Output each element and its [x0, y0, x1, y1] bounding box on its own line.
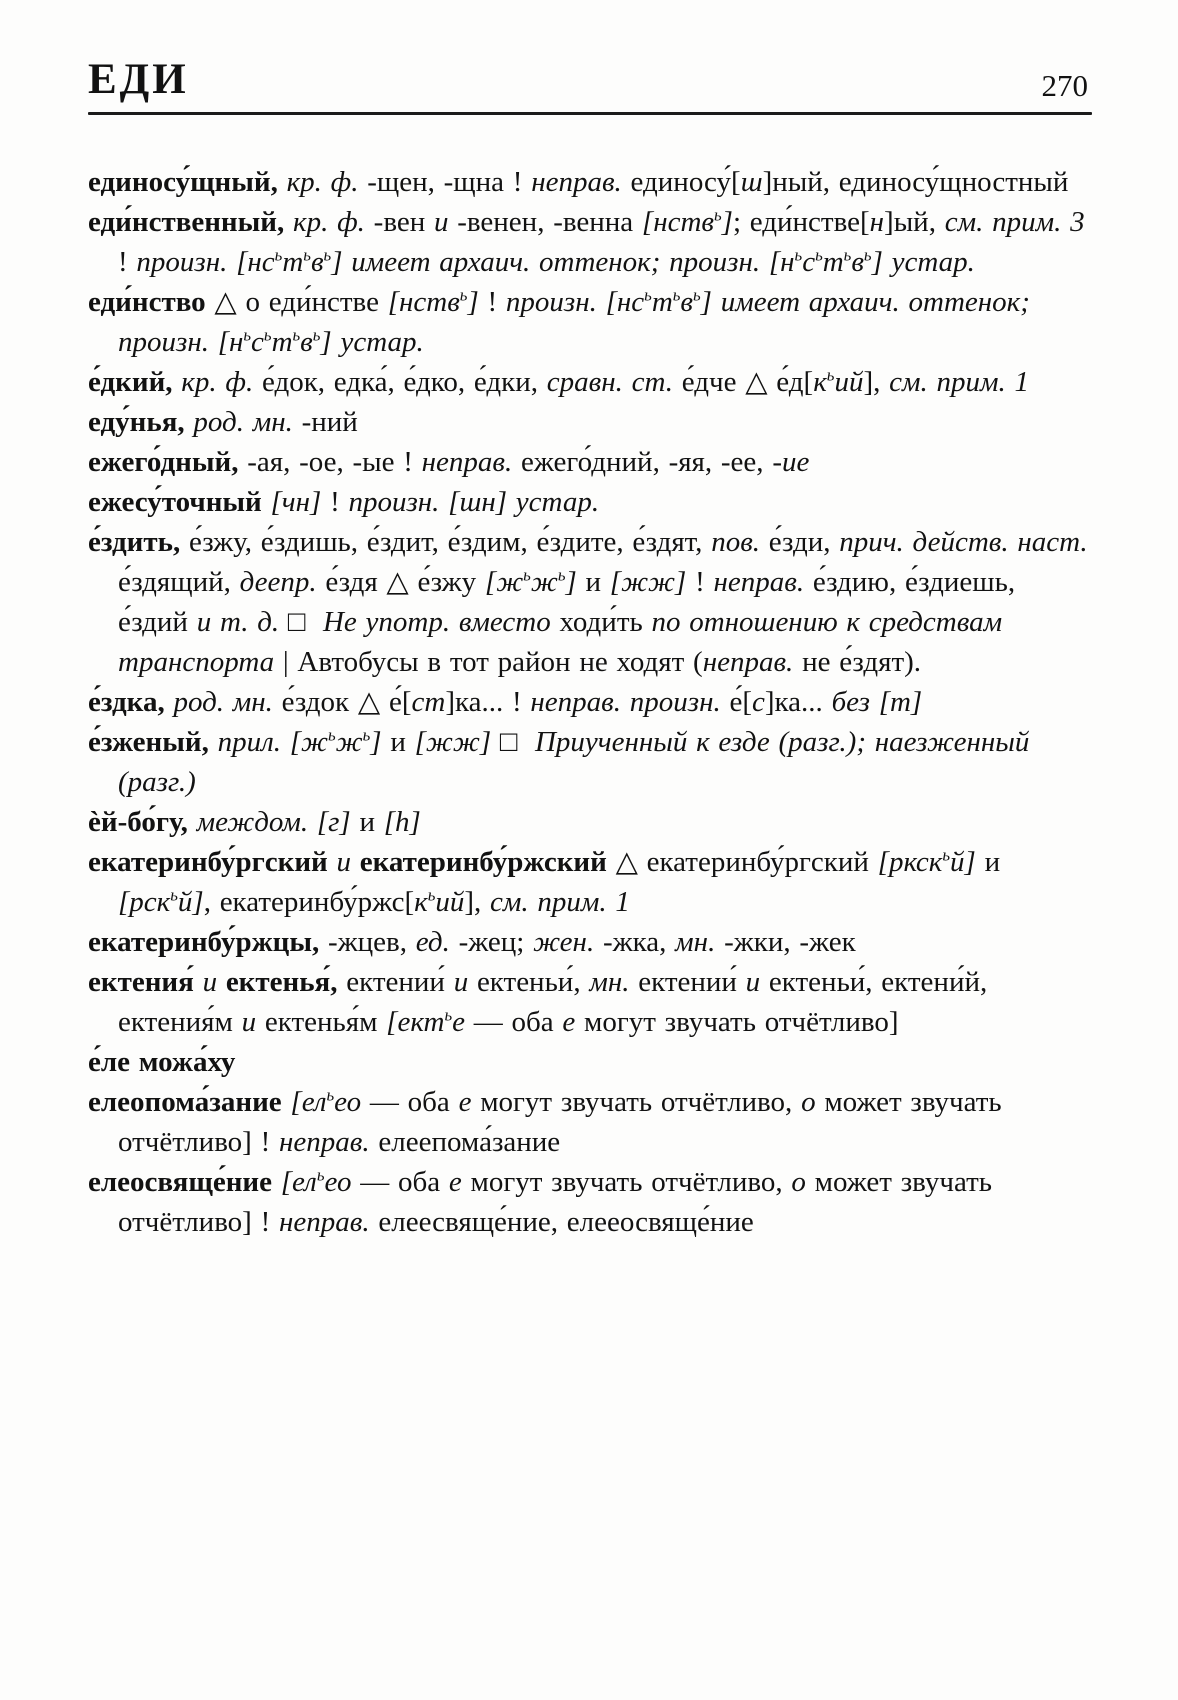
entry-segment: ед.: [415, 926, 459, 958]
entry-segment: — оба: [361, 1086, 459, 1118]
entry-segment: □: [491, 726, 535, 758]
superscript-soft-sign: ь: [362, 725, 371, 745]
dictionary-entry: [88, 842, 1092, 922]
entry-segment: может звучать отчётливо] !: [118, 1166, 1001, 1238]
dictionary-entry: [88, 402, 1092, 442]
entry-segment: [ект$^ь$е: [386, 1005, 465, 1038]
entry-segment: е: [562, 1006, 576, 1038]
superscript-soft-sign: ь: [328, 725, 336, 745]
entry-segment: ш: [740, 166, 763, 198]
entry-segment: ]ка...: [764, 686, 832, 718]
dictionary-entry: [88, 802, 1092, 842]
superscript-soft-sign: ь: [243, 325, 252, 345]
dictionary-entry: [88, 1082, 1092, 1162]
superscript-soft-sign: ь: [843, 245, 852, 265]
entry-segment: ],: [863, 366, 890, 398]
entry-segment: неправ.: [279, 1126, 379, 1158]
entry-segment: екатеринбу́ржцы,: [88, 926, 328, 958]
entry-segment: !: [118, 206, 1094, 278]
entry-segment: ст: [411, 686, 446, 718]
entry-segment: кр. ф.: [286, 166, 368, 198]
entry-segment: неправ. произн.: [530, 686, 730, 718]
dictionary-entry: [88, 1162, 1092, 1242]
entry-segment: е́здить,: [88, 526, 189, 558]
entry-segment: е́ле можа́ху: [88, 1046, 236, 1078]
superscript-soft-sign: ь: [427, 885, 436, 905]
entry-segment: -жки, -жек: [724, 926, 856, 958]
superscript-soft-sign: ь: [714, 205, 722, 225]
entry-segment: произн. $[нс^ьт^ьв^ь]$ имеет архаич. оттенок; произн. $[н^ьс^ьт^ьв^ь]$ устар.: [118, 285, 1039, 358]
entry-segment: и: [381, 726, 415, 758]
entry-segment: | Автобусы в тот район не ходят (: [282, 646, 703, 678]
entry-segment: [жж]: [609, 566, 687, 598]
superscript-soft-sign: ь: [826, 365, 835, 385]
running-head: [88, 58, 1092, 101]
entry-segment: еду́нья,: [88, 406, 194, 438]
superscript-soft-sign: ь: [323, 245, 332, 265]
entry-segment: , екатеринбу́ржс[: [203, 886, 415, 918]
entry-segment: ]ный, единосу́щностный: [762, 166, 1069, 198]
entry-segment: е́зженый,: [88, 726, 218, 758]
entry-segment: см. прим. 3: [944, 206, 1085, 238]
entry-segment: пов.: [711, 526, 769, 558]
entry-segment: -щен, -щна !: [367, 166, 532, 198]
entry-segment: еди́нство: [88, 286, 206, 318]
entry-segment: $к^ьий$: [813, 365, 864, 398]
entry-segment: и: [745, 966, 769, 998]
entry-segment: -ний: [301, 406, 358, 438]
page-number: 270: [1041, 68, 1088, 103]
entry-segment: о: [791, 1166, 806, 1198]
entry-segment: прич. действ. наст.: [839, 526, 1097, 558]
dictionary-entry: [88, 922, 1092, 962]
entry-segment: е́здка,: [88, 686, 174, 718]
entry-segment: е́дкий,: [88, 366, 182, 398]
entry-segment: и: [453, 966, 477, 998]
entry-segment: и: [433, 206, 458, 238]
entry-segment: может звучать отчётливо] !: [118, 1086, 1011, 1158]
entry-segment: -жец;: [458, 926, 534, 958]
dictionary-entry: [88, 682, 1092, 722]
entry-segment: екатеринбу́ржский: [359, 846, 607, 878]
entry-segment: о: [801, 1086, 816, 1118]
entry-segment: н: [869, 206, 885, 238]
superscript-soft-sign: ь: [942, 845, 951, 865]
superscript-soft-sign: ь: [326, 1085, 335, 1105]
entry-segment: неправ.: [421, 446, 522, 478]
entry-segment: -ая, -ое, -ые !: [247, 446, 422, 478]
entry-segment: могут звучать отчётливо,: [461, 1166, 792, 1198]
entry-segment: — оба: [351, 1166, 449, 1198]
superscript-soft-sign: ь: [274, 245, 283, 265]
entry-segment: екатеринбу́ргский: [88, 846, 337, 878]
entry-segment: могут звучать отчётливо]: [575, 1006, 899, 1038]
dictionary-entry: [88, 1042, 1092, 1082]
superscript-soft-sign: ь: [316, 1165, 325, 1185]
entry-segment: единосу́[: [630, 166, 741, 198]
entry-segment: [нств$^ь$]: [387, 285, 479, 318]
entry-segment: [$ел^ьео$: [290, 1085, 362, 1118]
entry-segment: — оба: [465, 1006, 563, 1038]
section-label: ЕДИ: [88, 56, 189, 103]
superscript-soft-sign: ь: [863, 245, 872, 265]
superscript-soft-sign: ь: [303, 245, 311, 265]
entry-segment: !: [686, 566, 714, 598]
entry-segment: [нств$^ь$]: [641, 205, 733, 238]
entry-segment: кр. ф.: [293, 206, 374, 238]
entry-segment: елеесвяще́ние, елееосвяще́ние: [378, 1206, 754, 1238]
dictionary-entry: [88, 522, 1097, 682]
entry-segment: е́зди,: [768, 526, 840, 558]
entry-segment: по отношению к средствам транспорта: [118, 606, 1011, 678]
entry-segment: е: [448, 1166, 462, 1198]
entry-segment: единосу́щный,: [88, 166, 287, 198]
superscript-soft-sign: ь: [794, 245, 803, 265]
superscript-soft-sign: ь: [557, 565, 566, 585]
entry-segment: и: [975, 846, 1009, 878]
entry-segment: Не употр. вместо: [322, 606, 560, 638]
dictionary-entry: [88, 482, 1092, 522]
entry-segment: -жка,: [602, 926, 676, 958]
entry-segment: неправ.: [279, 1206, 379, 1238]
entry-segment: и т. д.: [196, 606, 288, 638]
entry-segment: произн. [шн] устар.: [348, 486, 600, 518]
entry-segment: неправ.: [531, 166, 631, 198]
entry-segment: ежего́дный,: [88, 446, 248, 478]
entry-segment: ; еди́нстве[: [732, 206, 870, 238]
entry-segment: е́зжу, е́здишь, е́здит, е́здим, е́здите, е́здят,: [188, 526, 712, 558]
entry-segment: -венен, -венна: [457, 206, 642, 238]
entry-segment: произн. $[нс^ьт^ьв^ь]$ имеет архаич. оттенок; произн. $[н^ьс^ьт^ьв^ь]$ устар.: [136, 245, 975, 278]
entry-segment: жен.: [533, 926, 603, 958]
entry-segment: ежего́дний, -яя, -ее,: [521, 446, 773, 478]
entry-segment: мн.: [589, 966, 639, 998]
entry-segment: $к^ьий$: [414, 885, 465, 918]
superscript-soft-sign: ь: [644, 285, 652, 305]
entry-segment: елеосвяще́ние: [88, 1166, 281, 1198]
entry-segment: мн.: [675, 926, 725, 958]
entry-segment: сравн. ст.: [546, 366, 682, 398]
entry-segment: см. прим. 1: [889, 366, 1029, 398]
entry-segment: без [т]: [831, 686, 923, 718]
entry-segment: е: [458, 1086, 472, 1118]
dictionary-entry: [88, 722, 1092, 802]
entry-segment: -вен: [373, 206, 434, 238]
entry-segment: кр. ф.: [181, 366, 262, 398]
entry-segment: и: [350, 806, 384, 838]
entry-segment: и: [576, 566, 610, 598]
entry-segment: [ркск$^ь$й]: [877, 845, 976, 878]
entry-segment: и: [241, 1006, 265, 1038]
entry-segment: △ екатеринбу́ргский: [606, 846, 878, 878]
entry-segment: е́дче △ е́д[: [681, 366, 814, 398]
entries-list: [88, 162, 1097, 1242]
entry-segment: [рск$^ь$й]: [118, 885, 204, 918]
entry-segment: ѐй-бо́гу,: [88, 806, 197, 838]
superscript-soft-sign: ь: [815, 245, 823, 265]
entry-segment: ходи́ть: [559, 606, 652, 638]
entry-segment: ]ый,: [884, 206, 945, 238]
header-divider: [88, 112, 1092, 115]
entry-segment: -жцев,: [327, 926, 416, 958]
entry-segment: ектении́: [638, 966, 746, 998]
entry-segment: неправ.: [713, 566, 813, 598]
entry-segment: еди́нственный,: [88, 206, 293, 238]
entry-segment: $[ж^ьж^ь]$: [484, 565, 577, 598]
entry-segment: [жж]: [414, 726, 492, 758]
dictionary-entry: [88, 162, 1092, 202]
superscript-soft-sign: ь: [693, 285, 701, 305]
entry-segment: и: [336, 846, 360, 878]
superscript-soft-sign: ь: [444, 1005, 453, 1025]
entry-segment: ]ка... !: [445, 686, 531, 718]
superscript-soft-sign: ь: [263, 325, 272, 345]
entry-segment: елеопома́зание: [88, 1086, 291, 1118]
entry-segment: ектеньи́, ектени́й, ектения́м: [118, 966, 996, 1038]
entry-segment: е́здящий,: [118, 566, 240, 598]
entry-segment: прил. $[ж^ьж^ь]$: [217, 725, 382, 758]
entry-segment: е́[: [729, 686, 752, 718]
entry-segment: ектения́: [88, 966, 203, 998]
dictionary-entry: [88, 362, 1092, 402]
superscript-soft-sign: ь: [523, 565, 531, 585]
entry-segment: род. мн.: [173, 686, 282, 718]
entry-segment: е́здию, е́здиешь, е́здий: [118, 566, 1024, 638]
superscript-soft-sign: ь: [672, 285, 681, 305]
entry-segment: елеепома́зание: [378, 1126, 561, 1158]
dictionary-entry: [88, 962, 1092, 1042]
entry-segment: е́здок △ е́[: [281, 686, 412, 718]
entry-segment: [чн]: [270, 486, 322, 518]
entry-segment: деепр.: [239, 566, 326, 598]
entry-segment: см. прим. 1: [490, 886, 630, 918]
entry-segment: ектении́: [346, 966, 454, 998]
entry-segment: ],: [464, 886, 491, 918]
superscript-soft-sign: ь: [312, 325, 321, 345]
entry-segment: Приученный к езде (разг.); наезженный (разг.): [118, 726, 1039, 798]
superscript-soft-sign: ь: [170, 885, 178, 905]
entry-segment: и: [202, 966, 226, 998]
entry-segment: междом. [г]: [196, 806, 351, 838]
entry-segment: [$ел^ьео$: [280, 1165, 352, 1198]
superscript-soft-sign: ь: [459, 285, 468, 305]
entry-segment: род. мн.: [193, 406, 302, 438]
entry-segment: могут звучать отчётливо,: [471, 1086, 802, 1118]
entry-segment: !: [321, 486, 349, 518]
entry-segment: е́здя △ е́зжу: [325, 566, 485, 598]
entry-segment: ектенья́м: [264, 1006, 387, 1038]
dictionary-entry: [88, 442, 1092, 482]
entry-segment: ектенья́,: [225, 966, 347, 998]
entry-segment: не е́здят).: [802, 646, 922, 678]
entry-segment: ежесу́точный: [88, 486, 271, 518]
entry-segment: е́док, едка́, е́дко, е́дки,: [261, 366, 547, 398]
entry-segment: □: [287, 606, 323, 638]
entry-segment: [h]: [383, 806, 421, 838]
entry-segment: -ие: [772, 446, 810, 478]
superscript-soft-sign: ь: [292, 325, 301, 345]
dictionary-entry: [88, 282, 1092, 362]
entry-segment: ектеньи́,: [476, 966, 590, 998]
entry-segment: !: [478, 286, 506, 318]
entry-segment: с: [752, 686, 765, 718]
entry-segment: неправ.: [702, 646, 803, 678]
entry-segment: △ о еди́нстве: [205, 286, 388, 318]
dictionary-entry: [88, 202, 1092, 282]
